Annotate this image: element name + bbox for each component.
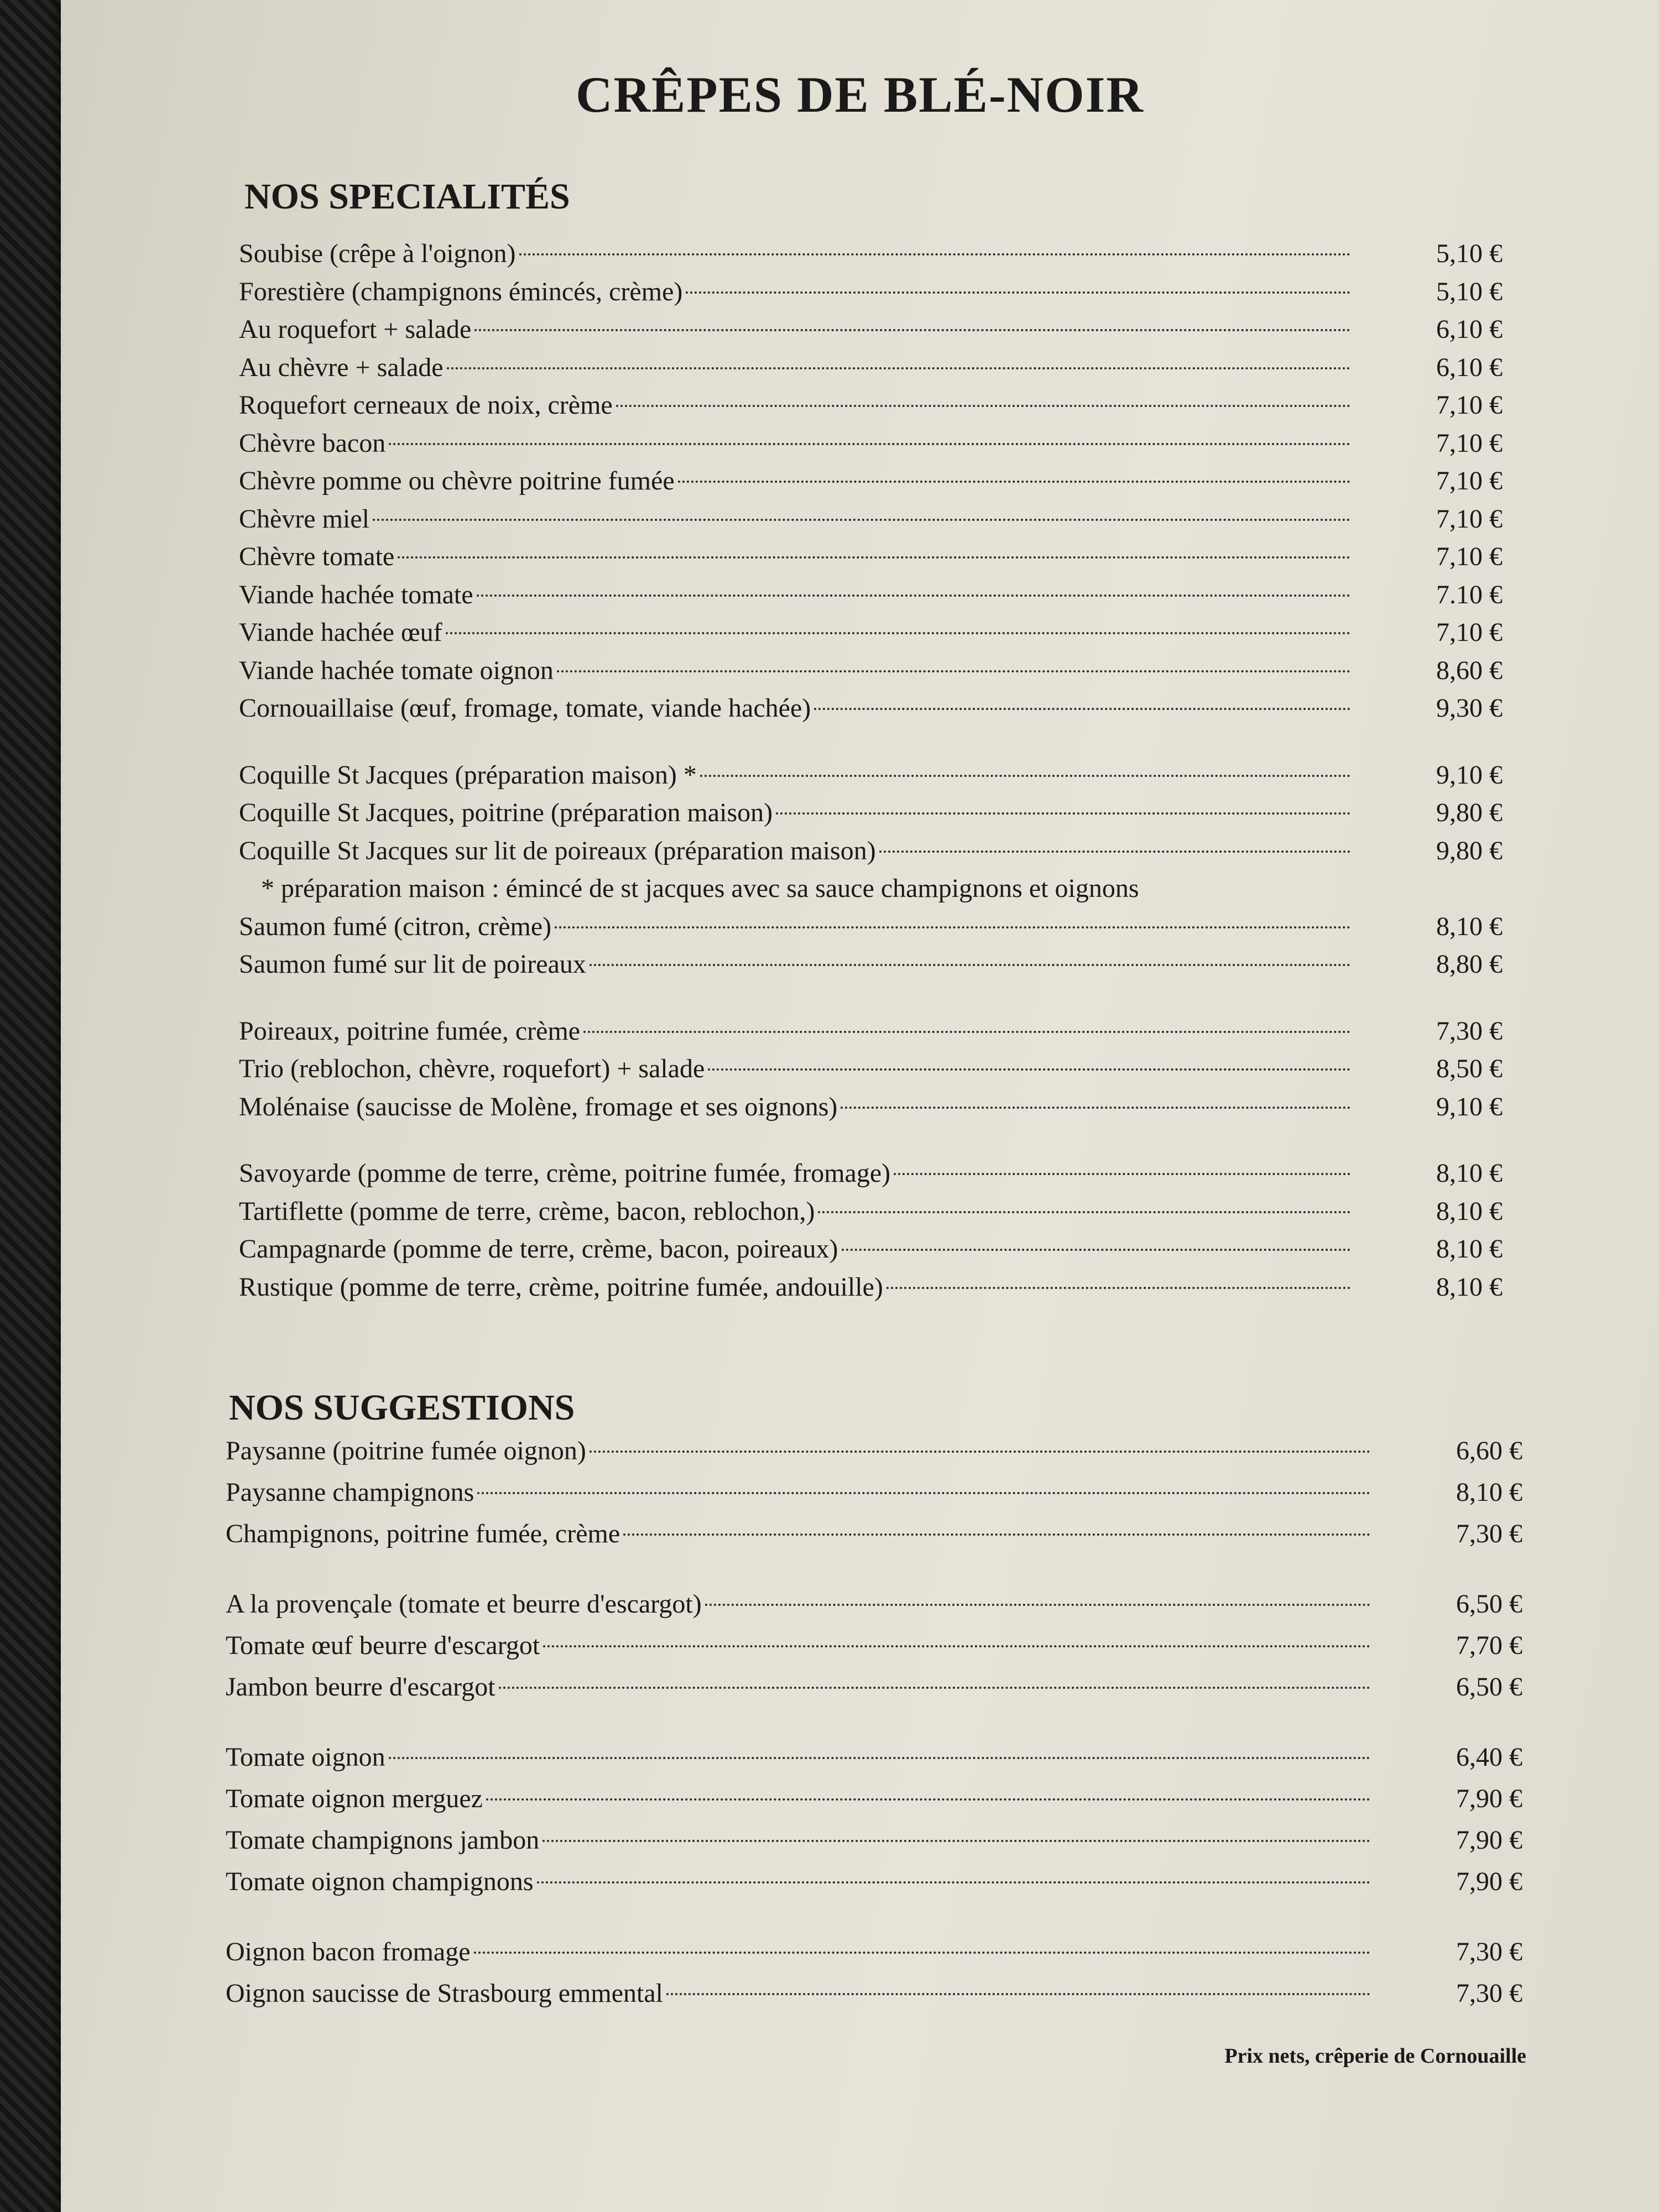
dotted-leader [589,1451,1370,1453]
menu-page [61,0,1659,2212]
dotted-leader [543,1645,1370,1647]
menu-item-line [239,311,1350,348]
menu-item-name: Tomate champignons jambon [226,1825,540,1855]
menu-item [239,349,1555,387]
menu-item [226,1585,1569,1623]
dotted-leader [474,329,1350,331]
menu-item-name: Paysanne (poitrine fumée oignon) [226,1436,586,1465]
dotted-leader [678,481,1350,483]
menu-item-price: 8,10 € [1436,1272,1503,1302]
menu-item [226,1739,1569,1776]
menu-item-name: Tomate œuf beurre d'escargot [226,1631,540,1660]
menu-item-name: Saumon fumé sur lit de poireaux [239,950,586,979]
menu-item-name: Au chèvre + salade [239,352,444,382]
menu-item-price: 8,60 € [1436,655,1503,685]
menu-item [239,794,1555,832]
menu-item-price: 8,50 € [1436,1054,1503,1083]
dotted-leader [486,1798,1370,1801]
menu-item-name: Tartiflette (pomme de terre, crème, bacon, reblochon,) [239,1196,815,1226]
menu-item [239,614,1555,651]
dotted-leader [555,926,1350,928]
dotted-leader [886,1287,1350,1289]
menu-item-line [239,652,1350,690]
menu-item-price: 7,10 € [1436,466,1503,495]
menu-item-price: 7,10 € [1436,542,1503,571]
menu-item [239,832,1555,870]
menu-item [226,1933,1569,1971]
menu-item-name: Viande hachée œuf [239,618,442,647]
menu-item-line [239,614,1350,651]
menu-item-price: 6,10 € [1436,315,1503,344]
menu-item-price: 7,10 € [1436,428,1503,458]
menu-item-price: 8,10 € [1436,1196,1503,1226]
dotted-leader [447,367,1350,369]
menu-item [239,1155,1555,1192]
menu-item-line [239,387,1350,424]
menu-item-name: Trio (reblochon, chèvre, roquefort) + salade [239,1054,705,1083]
menu-item-name: Oignon saucisse de Strasbourg emmental [226,1979,663,2008]
menu-item [239,757,1555,794]
menu-item-name: Campagnarde (pomme de terre, crème, bacon, poireaux) [239,1234,838,1264]
menu-item-name: Molénaise (saucisse de Molène, fromage et ses oignons) [239,1092,838,1121]
menu-item-name: Saumon fumé (citron, crème) [239,911,552,941]
menu-item-price: 6,10 € [1436,352,1503,382]
menu-item-price: 7,30 € [1456,1979,1522,2008]
dotted-leader [477,594,1350,597]
menu-item-line [226,1627,1370,1665]
dotted-leader [818,1211,1350,1213]
menu-item [226,1515,1569,1553]
menu-item-price: 8,10 € [1456,1478,1522,1507]
menu-item [226,1474,1569,1511]
menu-item-price: 6,60 € [1456,1436,1522,1465]
menu-item [239,1088,1555,1126]
menu-item-line [239,1193,1350,1230]
menu-item [226,1863,1569,1901]
menu-item-line [239,690,1350,727]
menu-item [239,538,1555,576]
menu-item-price: 7,10 € [1436,390,1503,420]
menu-item-name: A la provençale (tomate et beurre d'escargot) [226,1589,702,1619]
menu-item-price: 9,30 € [1436,693,1503,723]
menu-item [239,1269,1555,1306]
menu-item-line [239,576,1350,614]
dotted-leader [841,1107,1350,1109]
menu-item-name: Chèvre pomme ou chèvre poitrine fumée [239,466,675,495]
menu-note [239,870,1555,907]
footer-note: Prix nets, crêperie de Cornouaille [1224,2044,1526,2068]
menu-item [239,273,1555,311]
menu-item-line [239,425,1350,462]
dotted-leader [398,556,1350,559]
menu-item-name: Tomate oignon champignons [226,1867,534,1896]
menu-item-line [226,1933,1370,1971]
menu-item-line [239,538,1350,576]
menu-item-price: 6,50 € [1456,1589,1522,1619]
menu-item [226,1780,1569,1818]
menu-item [239,576,1555,614]
menu-item-line [239,1013,1350,1050]
menu-item-line [239,946,1350,983]
dotted-leader [623,1533,1370,1536]
dotted-leader [814,708,1350,710]
menu-item-name: Paysanne champignons [226,1478,474,1507]
menu-item-name: Poireaux, poitrine fumée, crème [239,1016,581,1046]
dotted-leader [894,1173,1350,1175]
menu-item-price: 7,30 € [1456,1519,1522,1548]
dotted-leader [373,519,1350,521]
menu-item-line [239,908,1350,946]
menu-item [239,908,1555,946]
menu-item-name: Roquefort cerneaux de noix, crème [239,390,613,420]
menu-item-price: 7,90 € [1456,1784,1522,1813]
menu-item-name: Oignon bacon fromage [226,1937,471,1966]
dotted-leader [686,291,1350,294]
menu-item-name: Soubise (crêpe à l'oignon) [239,239,516,268]
menu-item-line [226,1668,1370,1706]
menu-item-price: 8,10 € [1436,911,1503,941]
menu-item-line [239,273,1350,311]
dotted-leader [700,775,1350,777]
dotted-leader [666,1993,1370,1995]
menu-item [239,690,1555,727]
menu-item-line [226,1474,1370,1511]
menu-item [239,462,1555,500]
menu-item-line [239,235,1350,273]
menu-item-name: Forestière (champignons émincés, crème) [239,276,683,306]
dotted-leader [477,1492,1370,1494]
menu-item [239,387,1555,424]
dotted-leader [616,405,1350,407]
menu-item-name: Coquille St Jacques, poitrine (préparation maison) [239,798,773,827]
dotted-leader [542,1840,1370,1842]
dotted-leader [557,670,1350,672]
menu-item-line [226,1585,1370,1623]
dotted-leader [708,1068,1350,1071]
menu-item [239,311,1555,348]
dotted-leader [519,253,1350,255]
menu-item-line [239,1155,1350,1192]
menu-item-line [226,1863,1370,1901]
menu-item [226,1975,1569,2012]
menu-note-text: * préparation maison : émincé de st jacques avec sa sauce champignons et oignons [261,874,1139,903]
menu-item-price: 7,70 € [1456,1631,1522,1660]
dotted-leader [879,851,1350,853]
menu-item-name: Champignons, poitrine fumée, crème [226,1519,620,1548]
menu-item-line [239,349,1350,387]
menu-item-line [239,1269,1350,1306]
menu-item-line [239,757,1350,794]
menu-item-price: 9,80 € [1436,798,1503,827]
menu-item-price: 9,10 € [1436,1092,1503,1121]
menu-item-price: 5,10 € [1436,276,1503,306]
dotted-leader [389,1757,1370,1759]
menu-item-line [239,794,1350,832]
menu-item-name: Chèvre tomate [239,542,395,571]
menu-item-name: Coquille St Jacques sur lit de poireaux (préparation maison) [239,836,876,865]
menu-item-price: 6,40 € [1456,1743,1522,1772]
menu-item-price: 7,90 € [1456,1867,1522,1896]
menu-item-price: 9,80 € [1436,836,1503,865]
menu-item-price: 9,10 € [1436,760,1503,790]
menu-item-line [239,1088,1350,1126]
menu-item [239,1050,1555,1088]
dotted-leader [589,964,1350,966]
menu-item [239,1013,1555,1050]
menu-item-price: 7,10 € [1436,618,1503,647]
dotted-leader [776,812,1350,815]
section-heading-suggestions: NOS SUGGESTIONS [229,1387,575,1428]
menu-item-price: 6,50 € [1456,1672,1522,1702]
menu-item [226,1627,1569,1665]
menu-item [226,1668,1569,1706]
menu-item-name: Jambon beurre d'escargot [226,1672,495,1702]
menu-item-line [226,1432,1370,1470]
menu-item-price: 8,80 € [1436,950,1503,979]
dotted-leader [705,1604,1370,1606]
menu-item-price: 5,10 € [1436,239,1503,268]
menu-item [239,652,1555,690]
menu-item [239,1230,1555,1268]
dotted-leader [446,632,1350,634]
dotted-leader [842,1249,1351,1251]
menu-item-name: Au roquefort + salade [239,315,472,344]
menu-item-price: 7,90 € [1456,1825,1522,1855]
menu-item-name: Tomate oignon [226,1743,385,1772]
menu-item-name: Chèvre bacon [239,428,386,458]
menu-item-price: 8,10 € [1436,1234,1503,1264]
menu-item-line [226,1780,1370,1818]
menu-item-name: Savoyarde (pomme de terre, crème, poitrine fumée, fromage) [239,1159,891,1188]
menu-item-name: Viande hachée tomate oignon [239,655,554,685]
menu-item-line [239,1050,1350,1088]
menu-title: CRÊPES DE BLÉ-NOIR [576,66,1144,123]
menu-item-price: 7.10 € [1436,580,1503,609]
dotted-leader [389,443,1350,445]
menu-item [239,235,1555,273]
menu-item-line [239,832,1350,870]
dotted-leader [583,1031,1350,1033]
section-heading-specialites: NOS SPECIALITÉS [244,176,570,217]
menu-item-price: 7,30 € [1456,1937,1522,1966]
menu-item [239,1193,1555,1230]
menu-item-price: 8,10 € [1436,1159,1503,1188]
menu-item-price: 7,10 € [1436,504,1503,534]
menu-item-line [226,1822,1370,1859]
menu-item [239,946,1555,983]
menu-item-price: 7,30 € [1436,1016,1503,1046]
menu-item [226,1822,1569,1859]
menu-item [239,500,1555,538]
menu-item-line [226,1739,1370,1776]
menu-item-line [239,1230,1350,1268]
dotted-leader [474,1952,1370,1954]
menu-item-line [239,500,1350,538]
menu-item-name: Cornouaillaise (œuf, fromage, tomate, viande hachée) [239,693,811,723]
menu-item-line [239,462,1350,500]
menu-item-name: Tomate oignon merguez [226,1784,483,1813]
menu-item-name: Rustique (pomme de terre, crème, poitrine fumée, andouille) [239,1272,883,1302]
menu-item-name: Chèvre miel [239,504,369,534]
menu-item-name: Viande hachée tomate [239,580,473,609]
menu-item [239,425,1555,462]
menu-item-name: Coquille St Jacques (préparation maison) * [239,760,697,790]
menu-item-line [226,1515,1370,1553]
menu-item [226,1432,1569,1470]
dotted-leader [499,1687,1370,1689]
menu-item-line [226,1975,1370,2012]
dotted-leader [537,1881,1370,1884]
